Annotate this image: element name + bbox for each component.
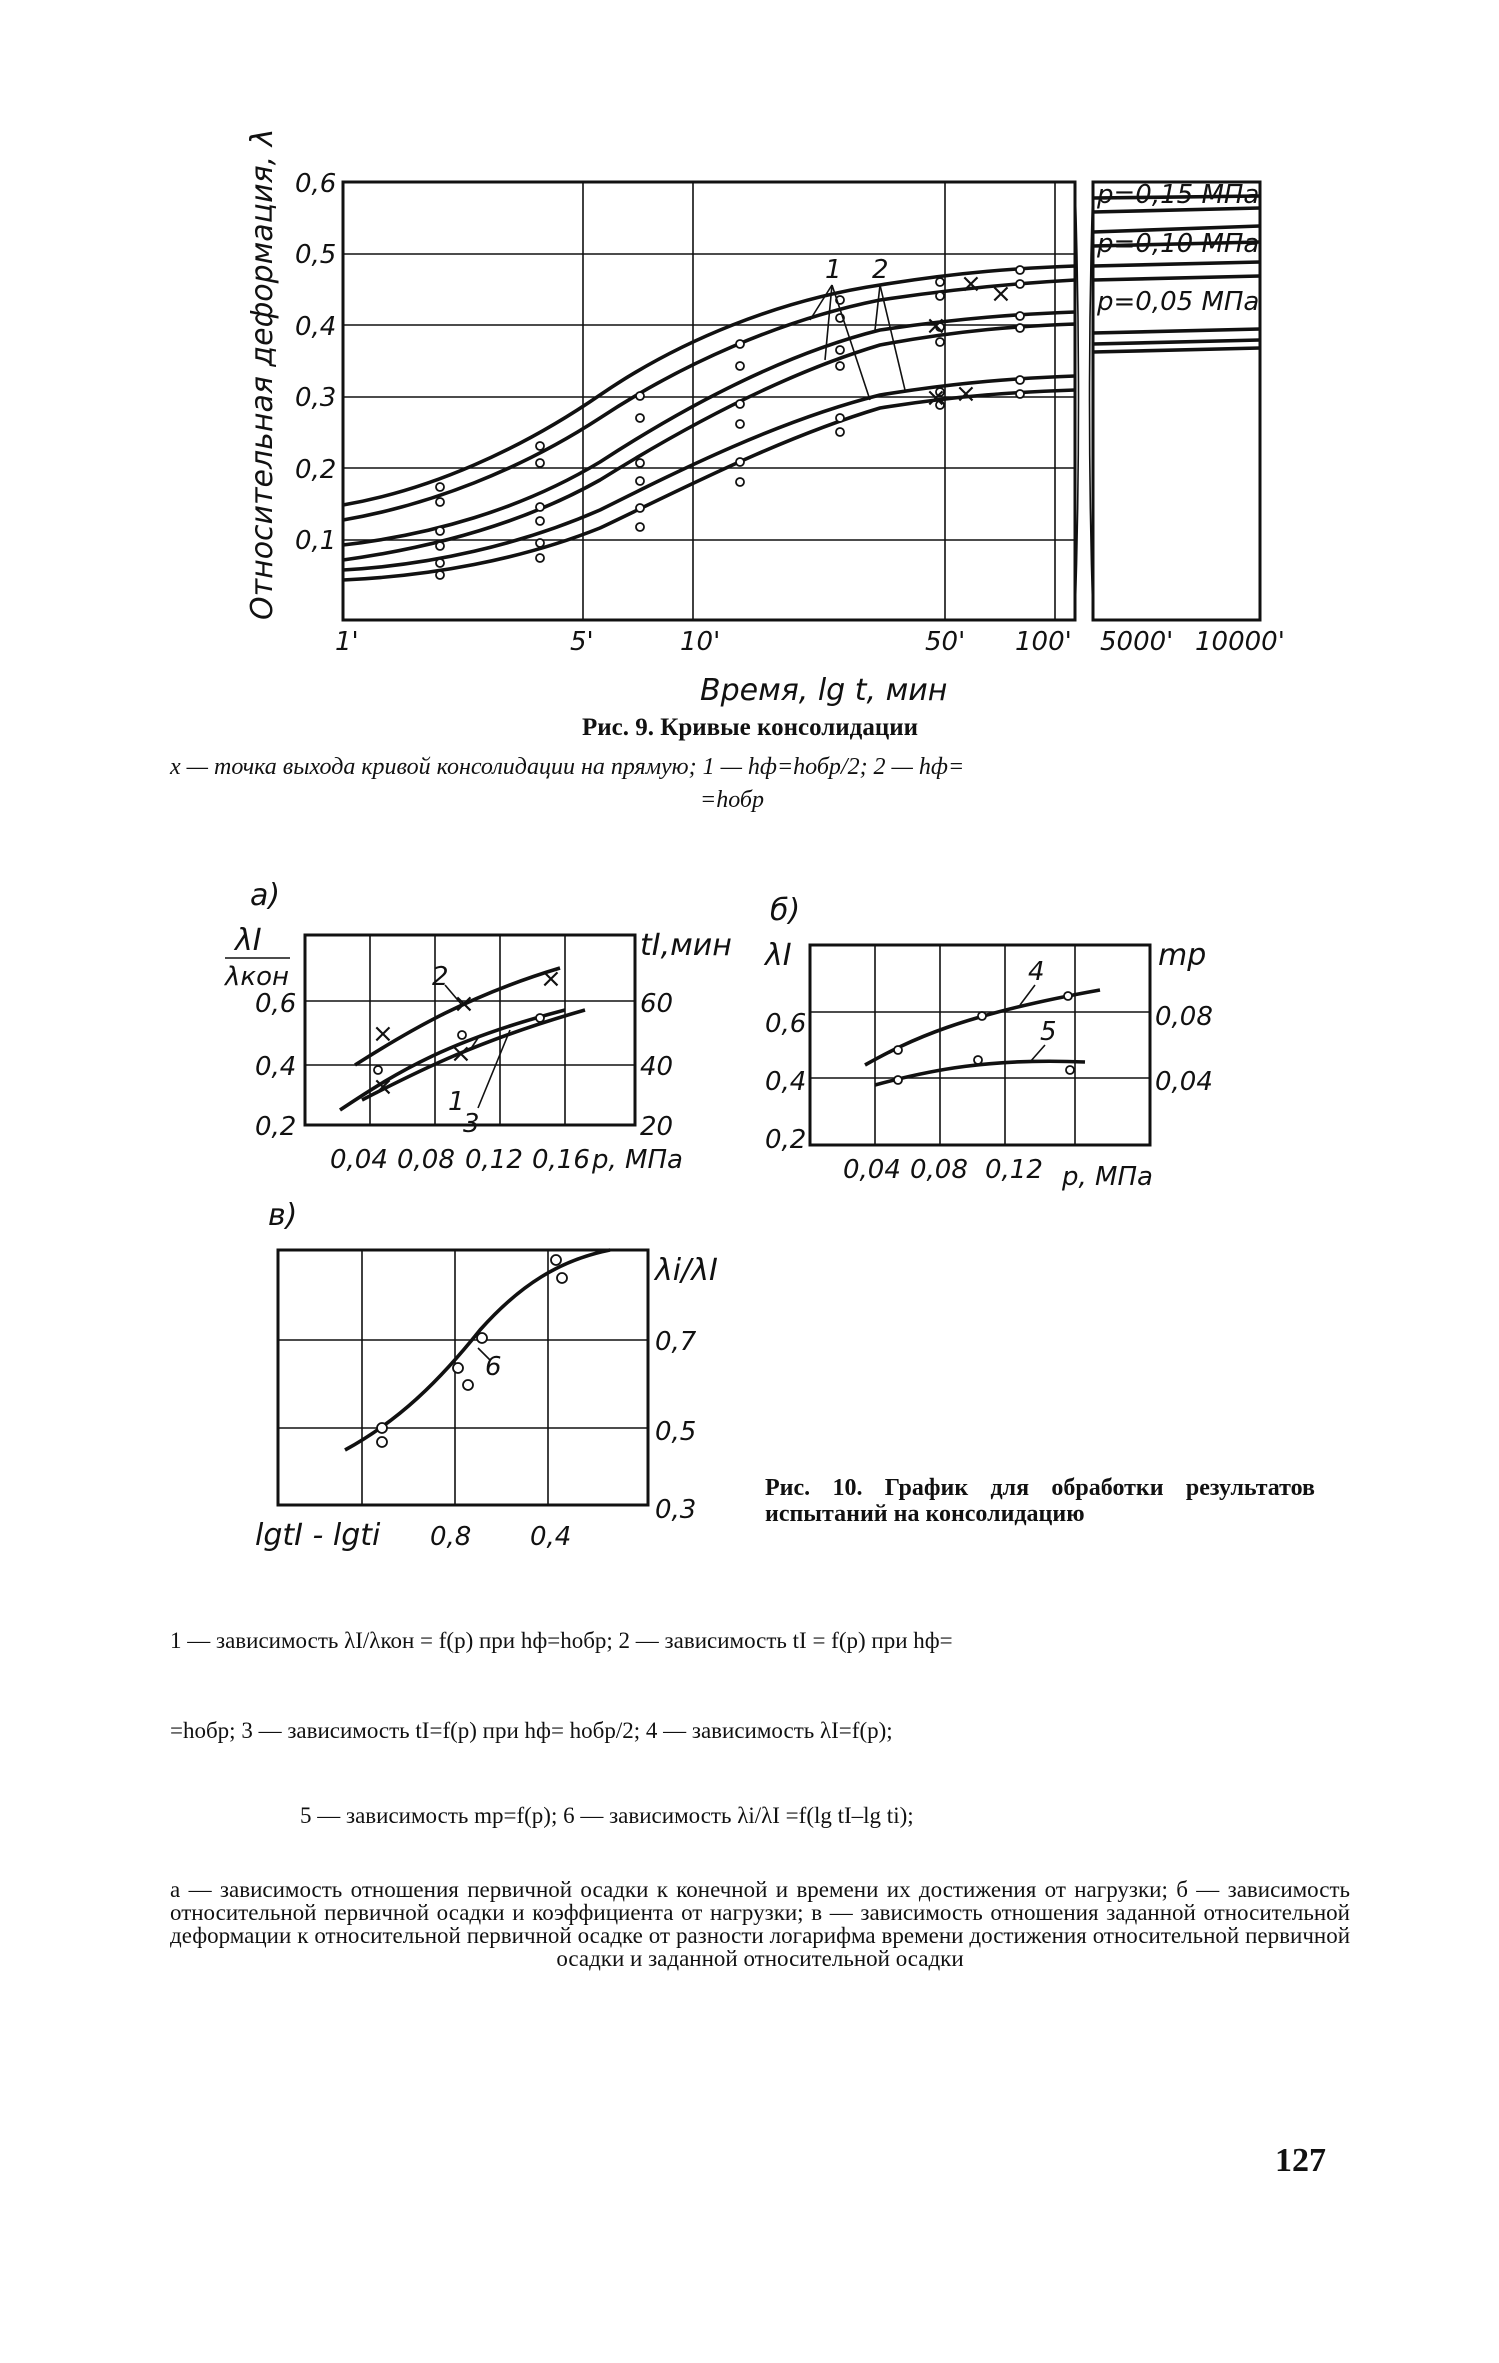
fig10b-ytick-left: 0,6 [765,1009,807,1039]
fig9-xticks [335,627,1285,657]
fig9-caption-title: Рис. 9. Кривые консолидации [581,714,919,741]
fig9-curve-c [343,312,1075,545]
fig9-vgrid [583,182,1055,620]
fig10b-xtick: 0,08 [910,1155,968,1185]
fig10c-ytick-right: 0,5 [655,1417,697,1447]
fig10b-xtick: 0,04 [843,1155,901,1185]
fig10a-ytick-left: 0,4 [255,1052,297,1082]
fig10a-xlabel: p, МПа [592,1145,683,1175]
legend-line-2: =hобр; 3 — зависимость tI=f(p) при hф= hобр/2; 4 — зависимость λI=f(p); [170,1718,893,1743]
fig10b-xlabel: p, МПа [1062,1162,1153,1192]
fig10a-xtick: 0,16 [532,1145,590,1175]
svg-text:×: × [960,269,982,299]
svg-text:×: × [453,989,475,1019]
pressure-label-005: p=0,05 МПа [1097,287,1260,317]
svg-text:×: × [372,1072,394,1102]
fig10a-ytick-left: 0,2 [255,1112,297,1142]
fig9-xtick: 10' [680,627,721,657]
fig9-points [436,266,1024,579]
fig10b-ytick-left: 0,4 [765,1067,807,1097]
fig10c-ytick-right: 0,3 [655,1495,697,1525]
legend-paragraph: а — зависимость отношения первичной осадки к конечной и времени их достижения от нагрузки; б — зависимость относительной первичной осадки и коэффициента от нагрузки; в — зависимость отношения заданной относительной деформации к относительной первичной осадке от разности логарифма времени достижения относительной первичной осадки и заданной относительной осадки [170,1877,1350,1971]
fig10a-ylabel-right: tI,мин [640,928,732,963]
fig9-ytick: 0,6 [295,169,337,199]
fig9-xtick: 1' [335,627,359,657]
fig10c-xtick: 0,8 [430,1522,472,1552]
fig9-ytick: 0,5 [295,240,337,270]
fig9-pressure-labels [1096,180,1259,317]
fig9-xtick: 50' [925,627,966,657]
fig10c-ytick-right: 0,7 [655,1327,697,1357]
fig9-ytick: 0,1 [295,526,337,556]
fig9-xtick: 10000' [1195,627,1285,657]
fig10b-xtick: 0,12 [985,1155,1043,1185]
fig10b-ytick-right: 0,08 [1155,1002,1213,1032]
svg-text:×: × [372,1019,394,1049]
fig9-ytick: 0,4 [295,312,337,342]
fig10a-ytick-right: 60 [640,989,674,1019]
fig9-yticks [295,169,336,556]
fig10b-chart [810,945,1150,1145]
fig10a-xtick: 0,12 [465,1145,523,1175]
fig9-xlabel: Время, lg t, мин [700,673,948,708]
pressure-label-015: p=0,15 МПа [1097,180,1260,210]
svg-text:×: × [540,964,562,994]
fig9-ytick: 0,3 [295,383,337,413]
legend-line-3: 5 — зависимость mp=f(p); 6 — зависимость λi/λI =f(lg tI–lg ti); [300,1803,914,1828]
fig9-xtick: 100' [1015,627,1072,657]
fig10a-curve-label-3: 3 [463,1109,480,1139]
fig10a-ylabel-den: λкон [225,962,289,992]
fig9-ylabel: Относительная деформация, λ [245,128,280,620]
fig10c-chart [278,1250,648,1505]
fig10b-ylabel-right: mp [1158,938,1207,973]
fig10c-ylabel-right: λi/λI [655,1253,718,1288]
fig9-caption-line2: =hобр [700,787,764,813]
fig10a-curve-label-1: 1 [448,1087,465,1117]
legend-line-1: 1 — зависимость λI/λкон = f(p) при hф=hобр; 2 — зависимость tI = f(p) при hф= [170,1628,953,1653]
fig10a-curve-label-2: 2 [432,962,449,992]
svg-text:×: × [450,1039,472,1069]
fig10b-ytick-right: 0,04 [1155,1067,1213,1097]
fig10a-xtick: 0,04 [330,1145,388,1175]
fig9-ytick: 0,2 [295,455,337,485]
svg-text:×: × [990,279,1012,309]
fig10a-panel-label: а) [250,878,281,913]
fig10-caption: Рис. 10. График для обработки результатов испытаний на консолидацию [765,1475,1315,1527]
fig10a-ylabel-num: λI [235,923,262,958]
fig10a-xtick: 0,08 [397,1145,455,1175]
svg-text:×: × [925,311,947,341]
fig10b-curve-label-5: 5 [1040,1017,1057,1047]
fig10b-curve-label-4: 4 [1028,957,1045,987]
fig10c-panel-label: в) [268,1198,298,1233]
fig10a-chart [305,935,635,1125]
fig10b-ytick-left: 0,2 [765,1125,807,1155]
fig9-xtick: 5000' [1100,627,1174,657]
page-number: 127 [1275,2142,1326,2179]
fig10a-ytick-right: 20 [640,1112,674,1142]
fig9-curve-label-2: 2 [872,255,889,285]
pressure-label-010: p=0,10 МПа [1097,229,1260,259]
fig10c-curve-label-6: 6 [485,1352,502,1382]
fig9-xtick: 5' [570,627,594,657]
fig10c-xlabel: lgtI - lgti [255,1518,381,1553]
svg-text:×: × [955,379,977,409]
fig10a-ytick-right: 40 [640,1052,674,1082]
fig10a-ytick-left: 0,6 [255,989,297,1019]
fig10b-panel-label: б) [770,893,801,928]
fig9-caption-line1: x — точка выхода кривой консолидации на прямую; 1 — hф=hобр/2; 2 — hф= [170,754,965,780]
svg-text:×: × [925,383,947,413]
fig10b-ylabel: λI [765,938,792,973]
fig9-curve-label-1: 1 [825,255,842,285]
fig10c-xtick: 0,4 [530,1522,572,1552]
